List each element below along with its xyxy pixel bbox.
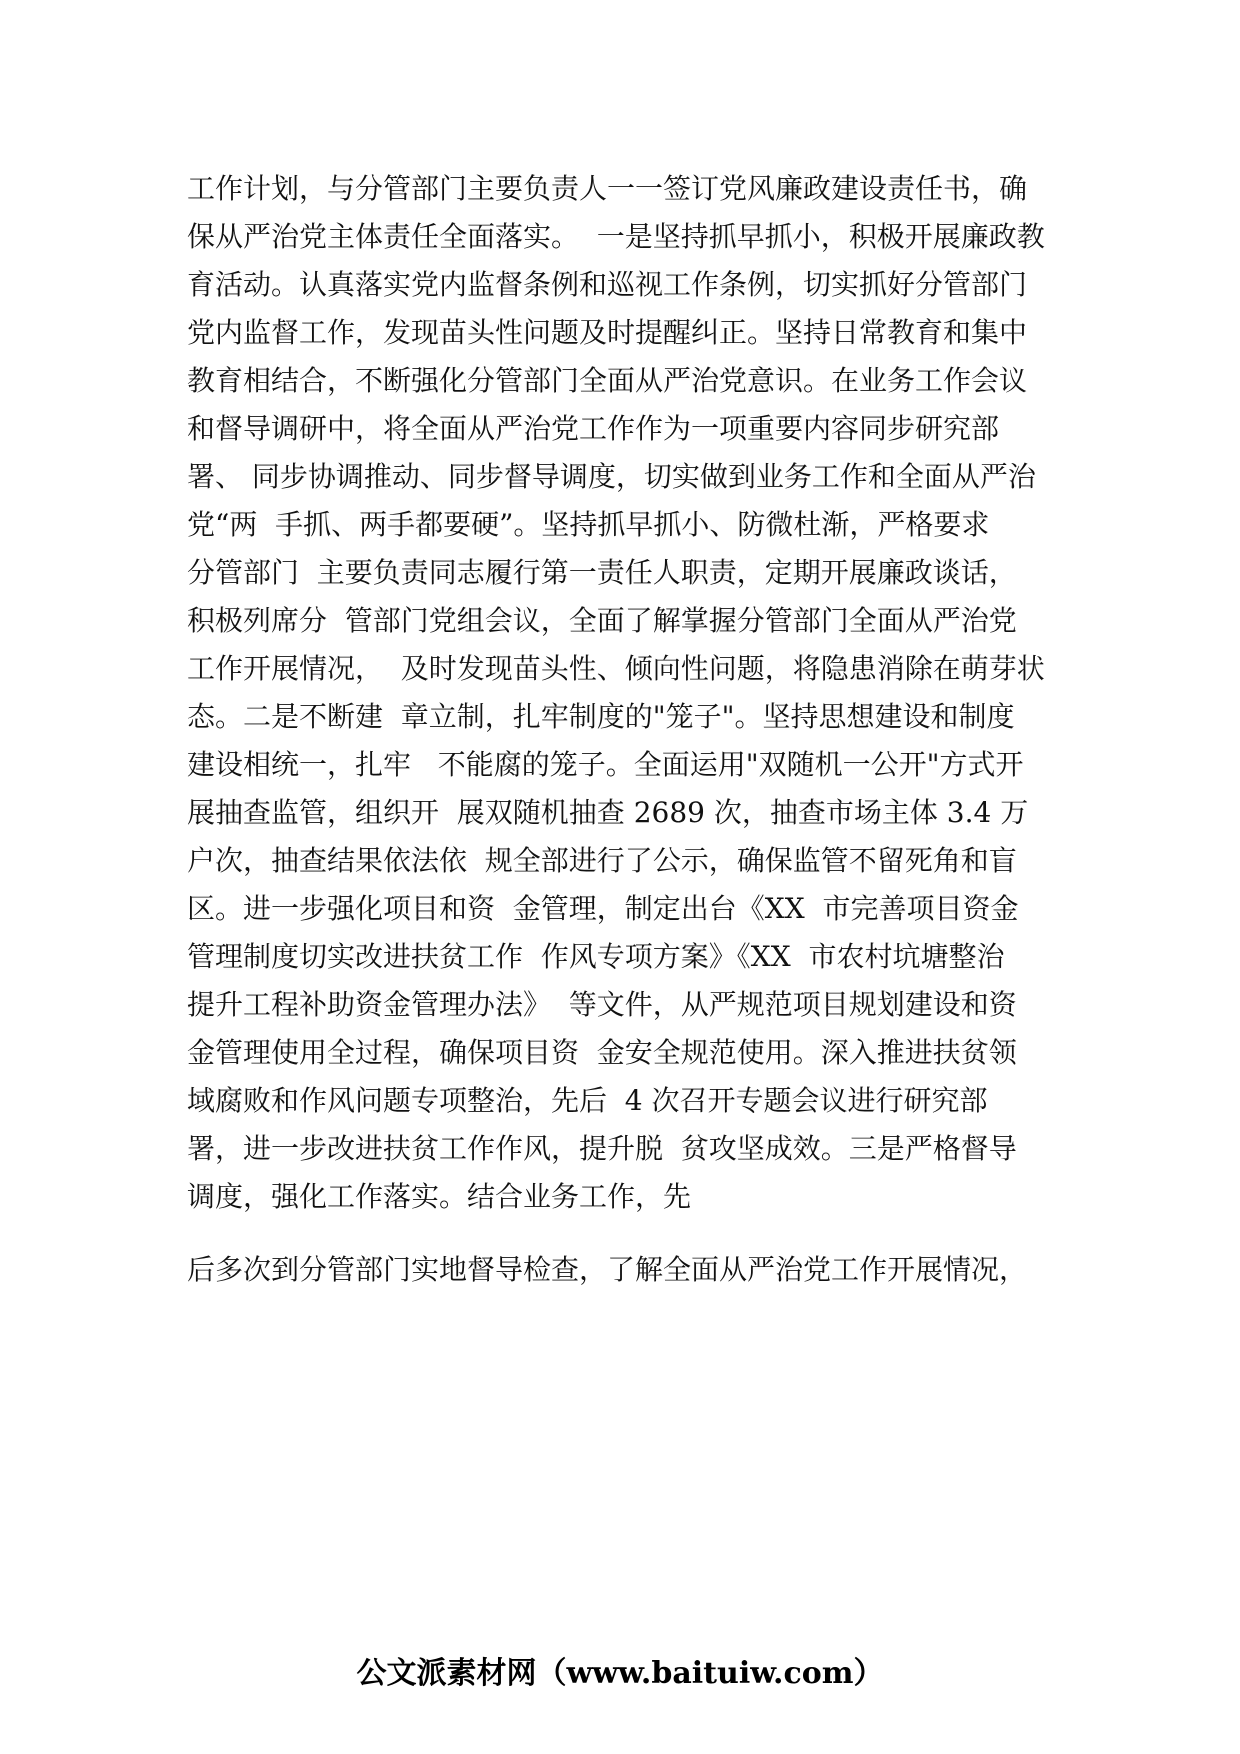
- body-line-3: 育活动。认真落实党内监督条例和巡视工作条例，切实抓好分管部门: [187, 268, 1028, 301]
- body-line-9: 分管部门 主要负责同志履行第一责任人职责，定期开展廉政谈话，: [187, 556, 1017, 589]
- body-line-17: 管理制度切实改进扶贫工作 作风专项方案》《XX 市农村坑塘整治: [187, 940, 1005, 973]
- document-body: [187, 165, 1067, 1294]
- body-line-19: 金管理使用全过程，确保项目资 金安全规范使用。深入推进扶贫领: [187, 1036, 1017, 1069]
- body-line-6: 和督导调研中，将全面从严治党工作作为一项重要内容同步研究部: [187, 412, 1000, 445]
- body-line-13: 建设相统一，扎牢 不能腐的笼子。全面运用"双随机一公开"方式开: [187, 748, 1024, 781]
- body-line-5: 教育相结合，不断强化分管部门全面从严治党意识。在业务工作会议: [187, 364, 1028, 397]
- body-line-8: 党“两 手抓、两手都要硬”。坚持抓早抓小、防微杜渐，严格要求: [187, 508, 990, 541]
- body-line-12: 态。二是不断建 章立制，扎牢制度的"笼子"。坚持思想建设和制度: [187, 700, 1015, 733]
- paragraph-gap: [187, 1221, 1067, 1246]
- body-line-2: 保从严治党主体责任全面落实。 一是坚持抓早抓小，积极开展廉政教: [187, 220, 1045, 253]
- body-line-21: 署，进一步改进扶贫工作作风，提升脱 贫攻坚成效。三是严格督导: [187, 1132, 1017, 1165]
- body-line-14: 展抽查监管，组织开 展双随机抽查 2689 次，抽查市场主体 3.4 万: [187, 796, 1029, 829]
- body-line-16: 区。进一步强化项目和资 金管理，制定出台《XX 市完善项目资金: [187, 892, 1019, 925]
- body-line-22: 调度，强化工作落实。结合业务工作，先: [187, 1180, 692, 1213]
- body-line-7: 署、 同步协调推动、同步督导调度，切实做到业务工作和全面从严治: [187, 460, 1036, 493]
- body-line-18: 提升工程补助资金管理办法》 等文件，从严规范项目规划建设和资: [187, 988, 1017, 1021]
- body-line-4: 党内监督工作，发现苗头性问题及时提醒纠正。坚持日常教育和集中: [187, 316, 1028, 349]
- body-line-10: 积极列席分 管部门党组会议，全面了解掌握分管部门全面从严治党: [187, 604, 1017, 637]
- body-line-23: 后多次到分管部门实地督导检查，了解全面从严治党工作开展情况，: [187, 1253, 1028, 1286]
- body-line-11: 工作开展情况， 及时发现苗头性、倾向性问题，将隐患消除在萌芽状: [187, 652, 1045, 685]
- site-footer: 公文派素材网（www.baituiw.com）: [356, 1656, 884, 1691]
- body-line-20: 域腐败和作风问题专项整治，先后 4 次召开专题会议进行研究部: [187, 1084, 988, 1117]
- body-line-1: 工作计划，与分管部门主要负责人一一签订党风廉政建设责任书，确: [187, 172, 1028, 205]
- body-line-15: 户次，抽查结果依法依 规全部进行了公示，确保监管不留死角和盲: [187, 844, 1017, 877]
